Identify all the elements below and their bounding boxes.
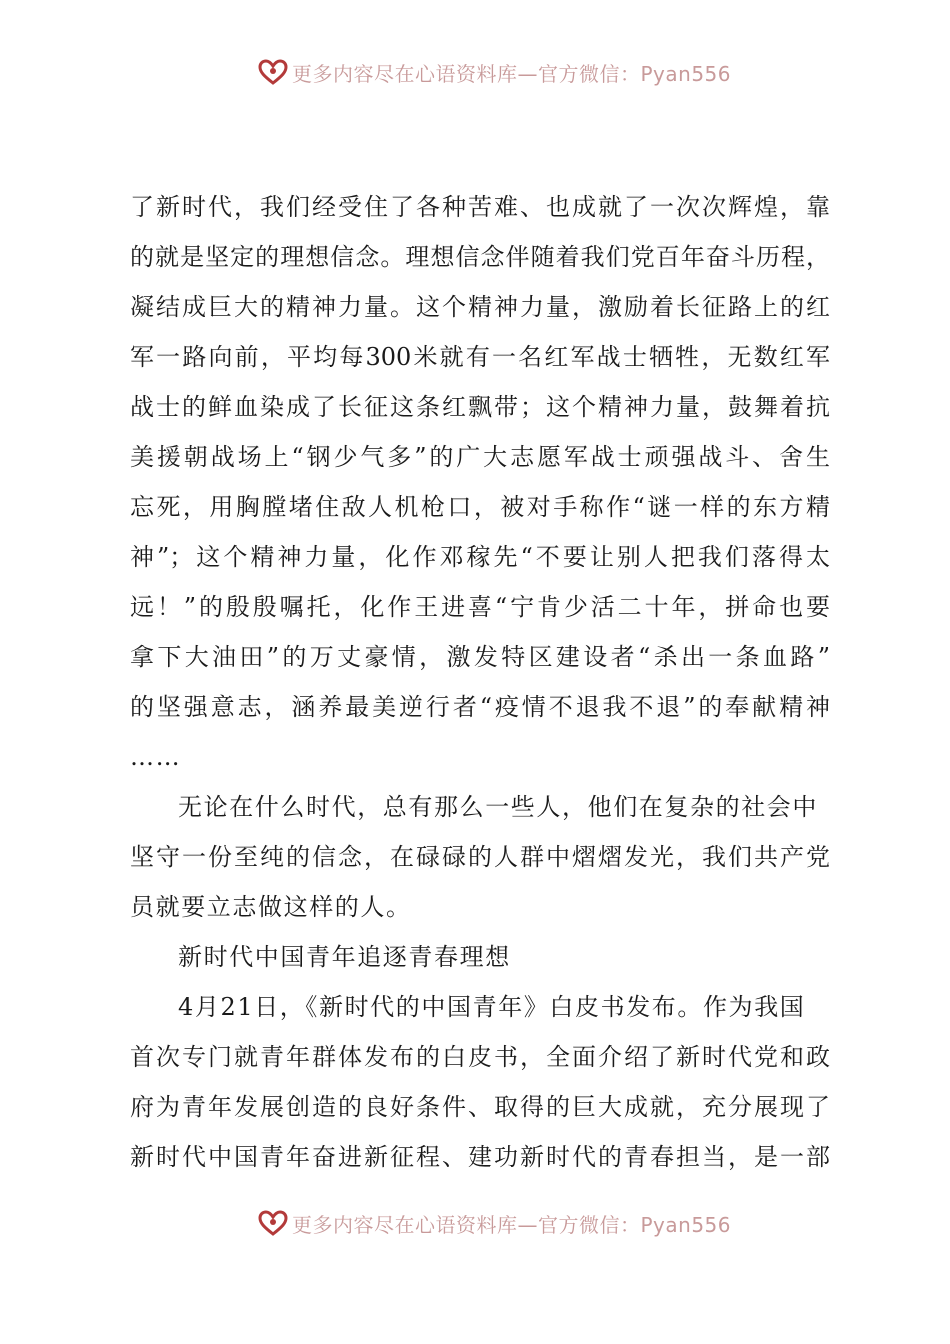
- text-line: 府为青年发展创造的良好条件、取得的巨大成就，充分展现了: [130, 1093, 830, 1121]
- text-line: 战士的鲜血染成了长征这条红飘带；这个精神力量，鼓舞着抗: [130, 393, 830, 421]
- heart-logo-icon: [258, 59, 288, 85]
- text-line: 军一路向前，平均每300米就有一名红军战士牺牲，无数红军: [130, 343, 830, 371]
- footer-watermark: [258, 1207, 731, 1239]
- text-line: 员就要立志做这样的人。: [130, 893, 412, 921]
- text-line: 的就是坚定的理想信念。理想信念伴随着我们党百年奋斗历程，: [130, 243, 830, 271]
- text-line: 远！”的殷殷嘱托，化作王进喜“宁肯少活二十年，拼命也要: [130, 593, 830, 621]
- text-line: 忘死，用胸膛堵住敌人机枪口，被对手称作“谜一样的东方精: [130, 493, 830, 521]
- footer-watermark-text: 更多内容尽在心语资料库—官方微信：Pyan556: [292, 1212, 732, 1237]
- section-heading: 新时代中国青年追逐青春理想: [178, 943, 511, 971]
- text-line: ……: [130, 743, 182, 771]
- header-watermark: [258, 56, 731, 88]
- text-line: 美援朝战场上“钢少气多”的广大志愿军战士顽强战斗、舍生: [130, 443, 830, 471]
- text-line: 凝结成巨大的精神力量。这个精神力量，激励着长征路上的红: [130, 293, 830, 321]
- document-body: [130, 182, 830, 1182]
- text-line: 的坚强意志，涵养最美逆行者“疫情不退我不退”的奉献精神: [130, 693, 830, 721]
- text-line: 坚守一份至纯的信念，在碌碌的人群中熠熠发光，我们共产党: [130, 843, 830, 871]
- text-line: 新时代中国青年奋进新征程、建功新时代的青春担当，是一部: [130, 1143, 830, 1171]
- text-line: 首次专门就青年群体发布的白皮书，全面介绍了新时代党和政: [130, 1043, 830, 1071]
- text-line: 拿下大油田”的万丈豪情，激发特区建设者“杀出一条血路”: [130, 643, 830, 671]
- text-line: 4月21日，《新时代的中国青年》白皮书发布。作为我国: [178, 993, 806, 1021]
- header-watermark-text: 更多内容尽在心语资料库—官方微信：Pyan556: [292, 61, 732, 86]
- text-line: 了新时代，我们经受住了各种苦难、也成就了一次次辉煌，靠: [130, 193, 830, 221]
- text-line: 无论在什么时代，总有那么一些人，他们在复杂的社会中: [178, 793, 818, 821]
- text-line: 神”；这个精神力量，化作邓稼先“不要让别人把我们落得太: [130, 543, 830, 571]
- heart-logo-icon: [258, 1210, 288, 1236]
